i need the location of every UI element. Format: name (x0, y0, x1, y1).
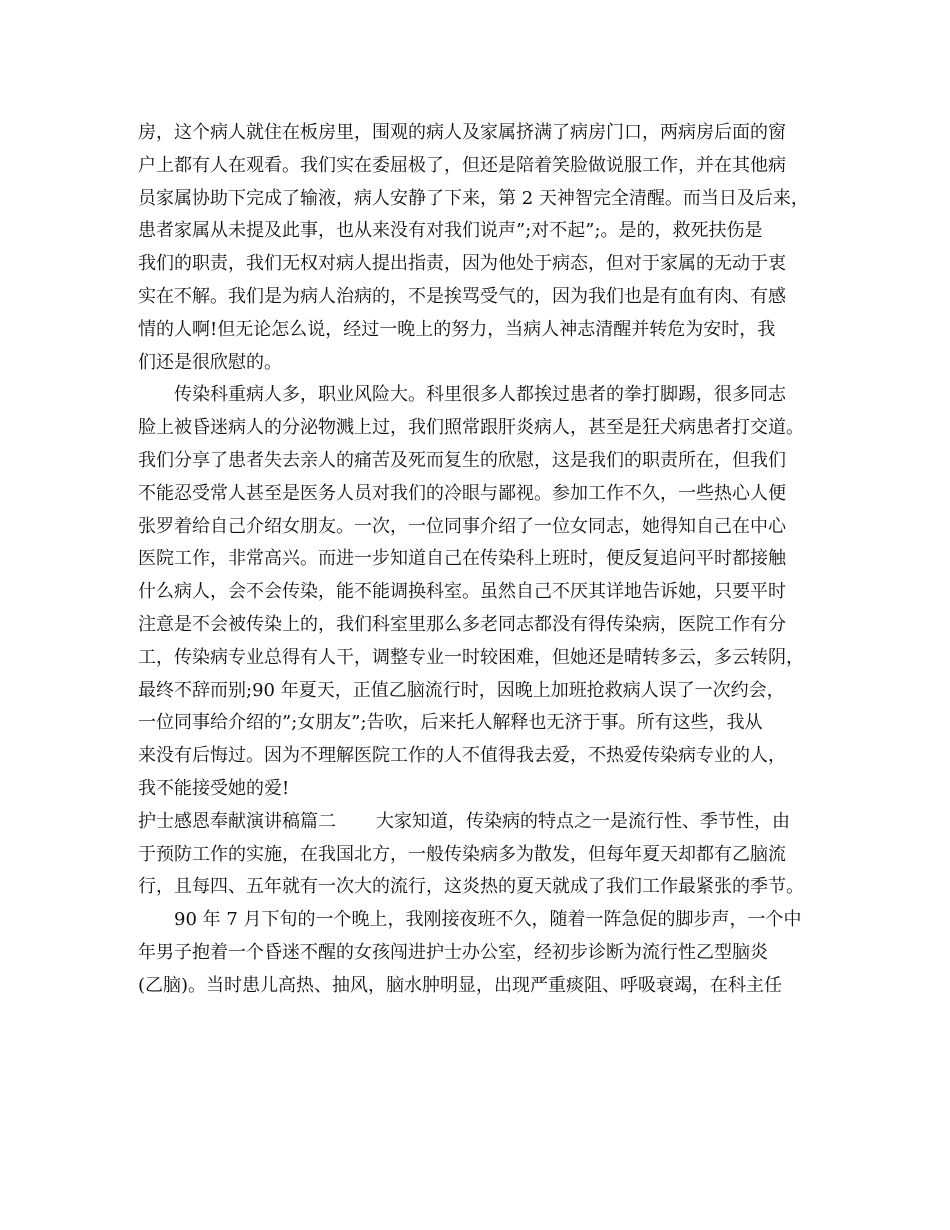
text-line: 我不能接受她的爱! (138, 777, 290, 799)
text-line: 我们分享了患者失去亲人的痛苦及死而复生的欣慰，这是我们的职责所在，但我们 (138, 449, 786, 471)
text-line: 注意是不会被传染上的，我们科室里那么多老同志都没有得传染病，医院工作有分 (138, 613, 786, 635)
text-line: (乙脑)。当时患儿高热、抽风，脑水肿明显，出现严重痰阻、呼吸衰竭，在科主任 (138, 974, 783, 996)
text-line: 年男子抱着一个昏迷不醒的女孩闯进护士办公室，经初步诊断为流行性乙型脑炎 (138, 941, 768, 963)
paragraph-first-line: 传染科重病人多，职业风险大。科里很多人都挨过患者的拳打脚踢，很多同志 (174, 384, 786, 406)
section-heading: 护士感恩奉献演讲稿篇二 (138, 810, 336, 832)
text-line: 患者家属从未提及此事，也从来没有对我们说声”;对不起”;。是的，救死扶伤是 (138, 220, 763, 242)
text-line: 工，传染病专业总得有人干，调整专业一时较困难，但她还是晴转多云，多云转阴， (138, 646, 804, 668)
text-line: 一位同事给介绍的”;女朋友”;告吹，后来托人解释也无济于事。所有这些，我从 (138, 712, 763, 734)
paragraph-first-line: 90 年 7 月下旬的一个晚上，我刚接夜班不久，随着一阵急促的脚步声，一个中 (174, 909, 802, 931)
text-line: 最终不辞而别;90 年夏天，正值乙脑流行时，因晚上加班抢救病人误了一次约会， (138, 679, 785, 701)
section-heading-line (138, 806, 820, 839)
document-body (138, 117, 820, 1003)
text-line: 医院工作，非常高兴。而进一步知道自己在传染科上班时，便反复追问平时都接触 (138, 548, 786, 570)
text-line: 房，这个病人就住在板房里，围观的病人及家属挤满了病房门口，两病房后面的窗 (138, 122, 786, 143)
text-line: 实在不解。我们是为病人治病的，不是挨骂受气的，因为我们也是有血有肉、有感 (138, 285, 786, 307)
text-line: 于预防工作的实施，在我国北方，一般传染病多为散发，但每年夏天却都有乙脑流 (138, 843, 786, 865)
text-line: 什么病人，会不会传染，能不能调换科室。虽然自己不厌其详地告诉她，只要平时 (138, 581, 786, 603)
text-line: 员家属协助下完成了输液，病人安静了下来，第 2 天神智完全清醒。而当日及后来， (138, 187, 809, 209)
text-line: 情的人啊!但无论怎么说，经过一晚上的努力，当病人神志清醒并转危为安时，我 (138, 318, 776, 340)
text-line: 户上都有人在观看。我们实在委屈极了，但还是陪着笑脸做说服工作，并在其他病 (138, 154, 786, 176)
text-line: 不能忍受常人甚至是医务人员对我们的冷眼与鄙视。参加工作不久，一些热心人便 (138, 482, 786, 504)
text-line: 来没有后悔过。因为不理解医院工作的人不值得我去爱，不热爱传染病专业的人， (138, 745, 786, 767)
text-line: 我们的职责，我们无权对病人提出指责，因为他处于病态，但对于家属的无动于衷 (138, 253, 786, 275)
text-line: 行，且每四、五年就有一次大的流行，这炎热的夏天就成了我们工作最紧张的季节。 (138, 876, 804, 898)
text-line: 们还是很欣慰的。 (138, 351, 282, 373)
section-first-line: 大家知道，传染病的特点之一是流行性、季节性，由 (376, 810, 790, 832)
text-line: 张罗着给自己介绍女朋友。一次，一位同事介绍了一位女同志，她得知自己在中心 (138, 515, 786, 537)
text-line: 脸上被昏迷病人的分泌物溅上过，我们照常跟肝炎病人，甚至是狂犬病患者打交道。 (138, 417, 804, 439)
